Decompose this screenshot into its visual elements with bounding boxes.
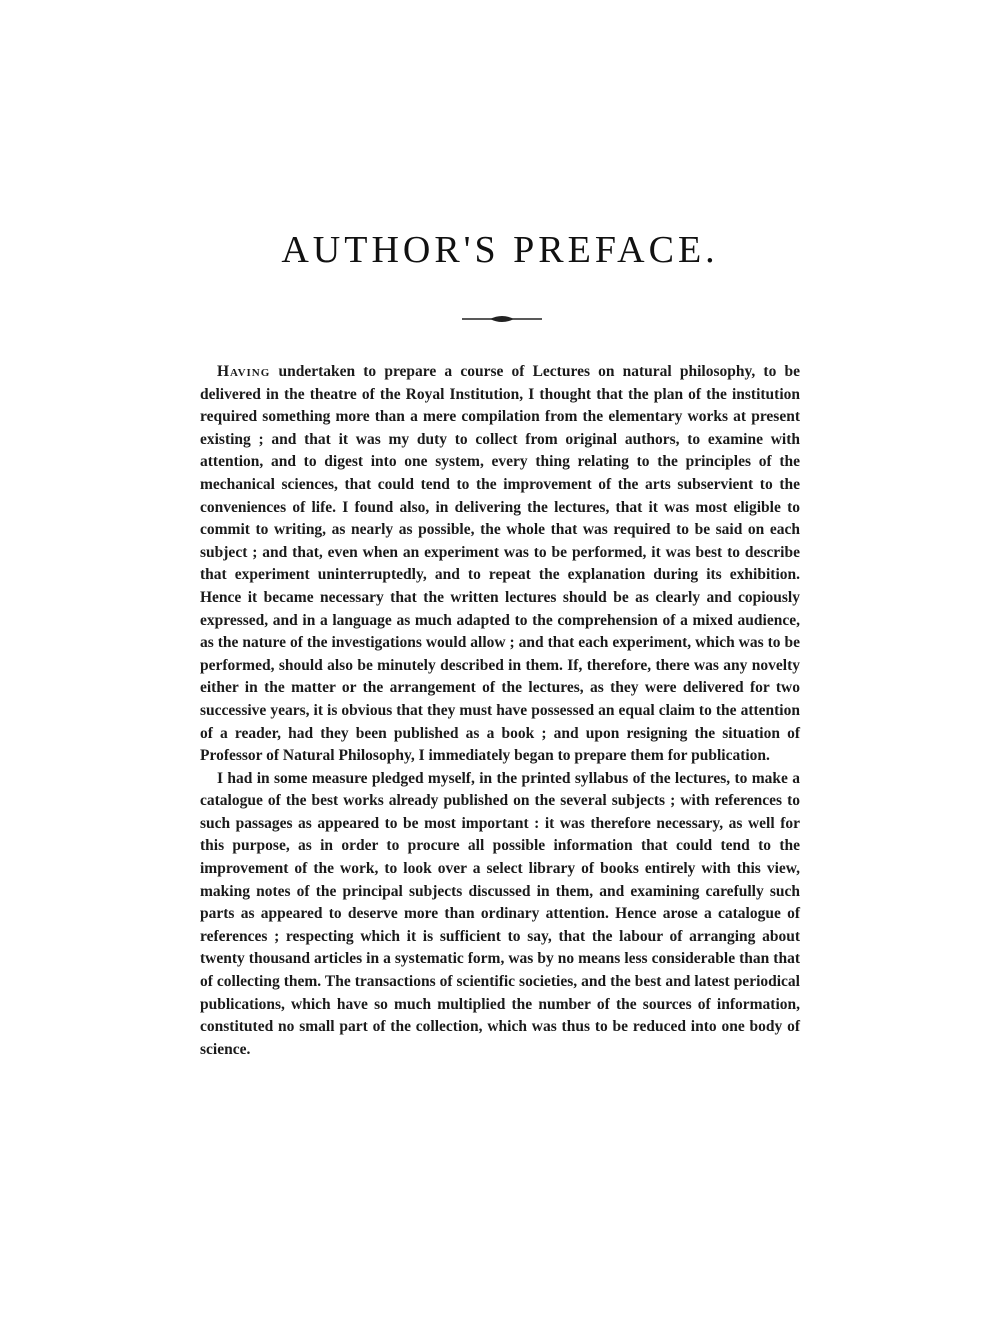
paragraph-1 <box>200 361 800 768</box>
paragraph-text: I had in some measure pledged myself, in the printed syllabus of the lectures, to make a catalogue of the best works already published on the several subjects ; with references to such passages as appeared to be most important : it was therefore necessary, as well for this purpose, as in order to procure all possible information that could tend to the improvement of the work, to look over a select library of books entirely with this view, making notes of the principal subjects discussed in them, and examining carefully such parts as appeared to deserve more than ordinary attention. Hence arose a catalogue of references ; respecting which it is sufficient to say, that the labour of arranging about twenty thousand articles in a systematic form, was by no means less considerable than that of collecting them. The transactions of scientific societies, and the best and latest periodical publications, which have so much multiplied the number of the sources of information, constituted no small part of the collection, which was thus to be reduced into one body of science. <box>200 769 800 1058</box>
paragraph-text: undertaken to prepare a course of Lectures on natural philosophy, to be delivered in the theatre of the Royal Institution, I thought that the plan of the institution required something more than a mere compilation from the elementary works at present existing ; and that it was my duty to collect from original authors, to examine with attention, and to digest into one system, every thing relating to the principles of the mechanical sciences, that could tend to the improvement of the arts subservient to the conveniences of life. I found also, in delivering the lectures, that it was most eligible to commit to writing, as nearly as possible, the whole that was required to be said on each subject ; and that, even when an experiment was to be performed, it was best to describe that experiment uninterruptedly, and to repeat the explanation during its exhibition. Hence it became necessary that the written lectures should be as clearly and copiously expressed, and in a language as much adapted to the comprehension of a mixed audience, as the nature of the investigations would allow ; and that each experiment, which was to be performed, should also be minutely described in them. If, therefore, there was any novelty either in the matter or the arrangement of the lectures, as they were delivered for two successive years, it is obvious that they must have possessed an equal claim to the attention of a reader, had they been published as a book ; and upon resigning the situation of Professor of Natural Philosophy, I immediately began to prepare them for publication. <box>200 363 800 765</box>
paragraph-2 <box>200 768 800 1062</box>
page-title: AUTHOR'S PREFACE. <box>281 229 719 271</box>
preface-body <box>200 361 800 1061</box>
ornament-divider-icon <box>460 312 544 326</box>
paragraph-lead: Having <box>217 363 271 380</box>
